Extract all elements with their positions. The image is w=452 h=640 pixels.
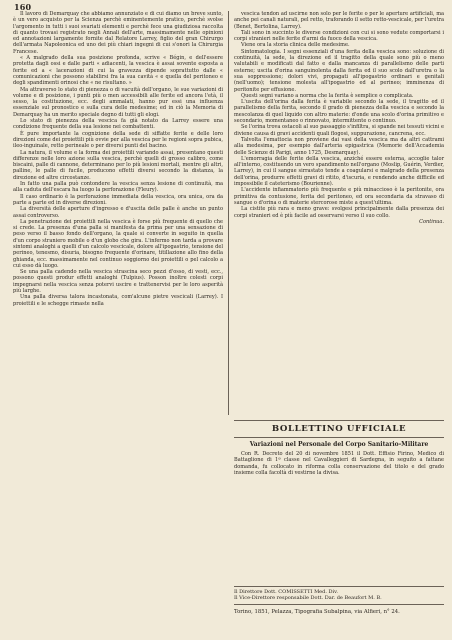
left-column-paragraph: È pure importante la cognizione della sede di siffatte ferite e delle loro direzioni come dei proiettili più ovvie per alla vescica per le regioni sopra pubica, ileo-inguinale, retto perineale o per diversi punti del bacino.: [13, 130, 223, 150]
left-column-paragraph: Una palla diversa talora incastonata, com'alcune pietre vescicali (Larrey). I proiettili e le schegge rimaste nella: [13, 294, 223, 307]
right-column-paragraph: L'accidente infiammatorio più frequente e più minaccioso è la peritonite, ora primitiva da contusione, ferita del peritoneo, ed ora secondaria da stravaso di sangue o d'orina o di materie stercorose miste a quest'ultima.: [234, 187, 444, 206]
right-column-paragraph: L'uscita dell'orina dalla ferita è variabile secondo la sede, il tragitto ed il parallelismo della ferita, secondo il grado di pienezza della vescica e secondo la mescolanza di quel liquido con altro materie: d'onde una scolo d'orina primitivo e secondario, momentaneo o rinnovato, intermittente o continuo.: [234, 99, 444, 125]
bulletin-body: Con R. Decreto del 20 di novembre 1851 il Dott. Effisio Firino, Medico di Battaglione di 1ª classe nel Cavalleggieri di Sardegna, in seguito a fattane domanda, fu collocato in riforma colla conservazione del titolo e del grado insieme colla facoltà di vestirne la divisa.: [234, 451, 444, 476]
left-column-text: [13, 11, 223, 633]
right-column-paragraph: Viene ora la storia clinica delle medesime.: [241, 42, 350, 49]
left-column-paragraph: La diversità delle aperture d'ingresso e d'uscita delle palle è anche un punto assai controverso.: [13, 206, 223, 219]
director-line: Il Direttore Dott. COMISSETTI Med. Div.: [234, 589, 338, 595]
right-column-paragraph: Tali sono in succinto le diverse condizioni con cui si sono vedute comportarsi i corpi stranieri nelle ferite d'armi da fuoco della vescica.: [234, 29, 444, 43]
official-bulletin: [234, 418, 444, 476]
left-column-paragraph: Lo stato di pienezza della vescica fa già notato da Larrey essere una condizione frequente della sua lesione nei combattenti.: [13, 118, 223, 131]
footer-top-rule: [234, 586, 444, 587]
left-column-paragraph: In fatto una palla può contondere la vescica senza lesione di continuità, ma alla caduta dell'escara ha luogo la perforazione (Fleury).: [13, 181, 223, 194]
footer-mid-rule: [234, 604, 444, 605]
right-column-paragraph: Questi segni variano a norma che la ferita è semplice o complicata.: [241, 92, 414, 99]
left-column-paragraph: Il caso ordinario è la perforazione immediata della vescica, ora unica, ora da parte a parte ed in diverse direzioni.: [13, 193, 223, 206]
left-column-paragraph: « A malgrado della sua posizione profonda, scrive « Bégin, e dell'essere protetta dagli ossi e dalle parti « adiacenti, la vescica è assai sovente esposta a ferite ed a « lacerazioni di cui la gravezza dipende soprattutto dalle « comunicazioni che possono stabilirsi fra la sua cavità « e quella del peritoneo e degli spandimenti orinosi che « ne risultano. »: [13, 55, 223, 87]
vice-director-line: Il Vice-Direttore responsabile Dott. Dar. de Beaufort M. B.: [234, 595, 382, 602]
column-divider: [228, 11, 229, 415]
bulletin-subtitle: Variazioni nel Personale del Corpo Sanitario-Militare: [249, 441, 429, 448]
bulletin-title: BOLLETTINO UFFICIALE: [271, 424, 407, 434]
right-column-paragraph: Se l'orina trova ostacoli al suo passaggio s'infiltra, si spande nei tessuti vicini e diviene causa di gravi accidenti quali flogosi, suppurazione, cancrena, ecc.: [234, 124, 444, 137]
bulletin-title-rule: [234, 437, 444, 438]
right-column-paragraph: La cistite più rara e meno grave: svolgesi principalmente dalla presenza dei corpi stranieri ed è più facile ad osservarsi verso il suo collo.: [234, 206, 444, 219]
right-column-paragraph: Sintomatologia. I segni essenziali d'una ferita della vescica sono: soluzione di continuità, la sede, la direzione ed il tragitto della quale sono più o meno valutabili e modificati dal fatto e dalla mancanza di parallelismo delle parti esterne; uscita d'orina sanguinolenta dalla ferita ed il suo scolo dall'uretra o la sua soppressione; dolori vivi, propagati all'ipogastrio ordinari e genitali (nell'uomo); tensione molesta all'ipogastrio ed al perineo; imminenza di peritonite per effusione.: [234, 48, 444, 93]
right-column-text: [234, 11, 444, 633]
left-column-paragraph: Se una palla cadendo nella vescica strascina seco pezzi d'osso, di vesti, ecc., possono questi produr effetti analoghi (Tulpius). Posson inoltre colesti corpi impegnarsi nella vescica senza potervi uscire e trattenervisi per le loro asperità più larghe.: [13, 269, 223, 295]
left-column-paragraph: Ma attraverso lo stato di pienezza o di vacuità dell'organo, le sue variazioni di volume e di posizione, i punti più o men accessibili alle ferite ed ancora l'età, il sesso, la costituzione, ecc. degli ammalati, hanno pur essi una influenza essenziale sul pronostico e sulla cura delle medesime; ed in ciò la Memoria di Demarquay ha un merito speciale degno di tutti gli elogi.: [13, 86, 223, 118]
page-number: 160: [14, 2, 32, 12]
left-column-paragraph: Il lavoro di Demarquay che abbiamo annunziato e di cui diamo un breve sunto, è un vero acquisto per la Scienza perchè eminentemente pratico, perchè svolse l'argomento in tutti i suoi svariati elementi e perchè fece una giudiziosa raccolta di quanto trovasi registrato negli Annali dell'arte, massimamente nelle opinioni ed annotazioni largamente fornite dal Relatore Larrey, figlio del gran Chirurgo dell'armata Napoleonica ed uno dei più chiari ingegni di cui s'onori la Chirurgia Francese.: [13, 11, 223, 55]
masthead-footer: [234, 584, 444, 615]
left-column-paragraph: La natura, il volume e la forma dei proiettili variando assai, presentano questi differenze nelle loro azione sulla vescica, perchè quelli di grosso calibro, come biscaini, palle di cannone, determinano per lo più lesioni mortali, mentre gli altri, palline, le palle di fucile, producono effetti diversi secondo la distanza, la direzione ed altre circostanze.: [13, 149, 223, 181]
bulletin-top-rule: [234, 420, 444, 422]
printer-imprint: Torino, 1851, Pelazza, Tipografia Subalpina, via Alfieri, n° 24.: [234, 608, 400, 615]
right-column-paragraph: L'emorragia delle ferite della vescica, anziché essere esterna, accoglie talor all'interno, costituendo un vero spandimento nell'organo (Moslip, Guérin, Verdier, Larrey), in cui il sangue sirrastato tende a coagularsi e malgrado della presenza dell'orina, produrre effetti gravi di ritito, d'iscuria, e rendendo anche difficile ed impossibile il cateterismo (Bourienne).: [234, 155, 445, 188]
continua-signature: Continua.: [419, 218, 444, 225]
right-column-paragraph: Talvolta l'emattocia non proviene dai vasi della vescica ma da altri cattrami alla medesima, per esempio dall'arteria epigastrica (Memorie dell'Accademia delle Scienze di Parigi, anno 1725, Desmarquay).: [234, 136, 444, 156]
left-column-paragraph: La penetrazione dei proiettili nella vescica è forse più frequente di quello che si crede. La presenza d'una palla si manifesta da prima per una sensazione di peso verso il basso fondo dell'organo, la quale si converte in seguito in quella d'un corpo straniero mobile o d'un globo che gira. L'infermo non tarda a provare sintomi analoghi a quelli d'un calcolo vescicale, dolore all'ipogastrio, tensione del perineo, tenesmo, disuria, bisogno frequente d'orinare, titillazione allo fino della ghianda, ecc. massimamente nel continuo soggiorno dei proiettili o pel calcolo a cui esso dà luogo.: [13, 218, 223, 269]
right-column-paragraph: vescica tendon ad uscirne non solo per le ferite o per le aperture artificiali, ma anche pei canali naturali, pel retto, traforando il setto retto-vescicale, per l'uretra (Benet, Bertolina, Larrey).: [234, 11, 444, 30]
